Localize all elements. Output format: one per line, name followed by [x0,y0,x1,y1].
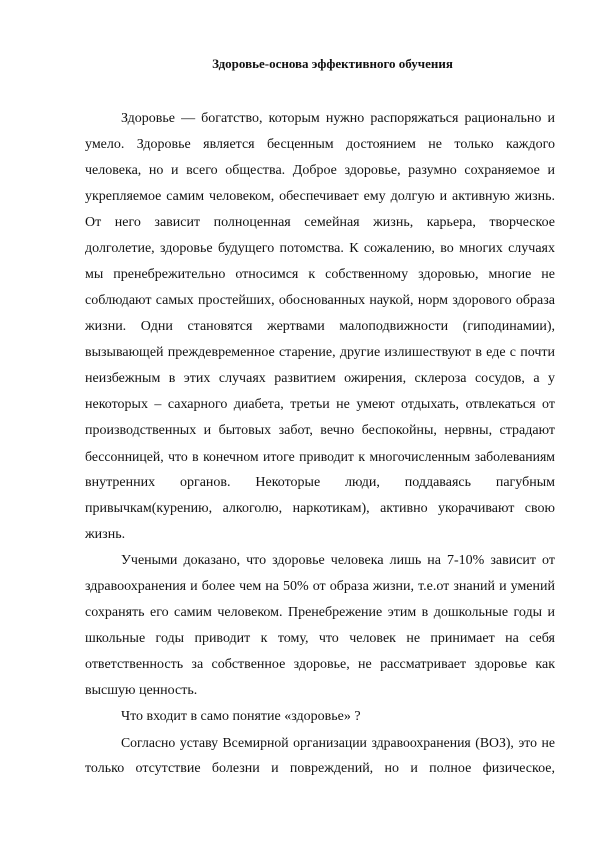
document-body [85,110,555,786]
text-line: неизбежным в этих случаях развитием ожирения, склероза сосудов, а у [85,371,555,386]
text-line: жизни. Одни становятся жертвами малоподвижности (гиподинамии), [85,319,555,334]
text-line: жизнь. [85,527,126,542]
text-line: привычкам(курению, алкоголю, наркотикам), активно укорачивают свою [85,501,555,516]
text-line: От него зависит полноценная семейная жизнь, карьера, творческое [85,215,555,230]
text-line: здравоохранения и более чем на 50% от образа жизни, т.е.от знаний и умений [85,579,555,594]
text-line: некоторых – сахарного диабета, третьи не умеют отдыхать, отвлекаться от [85,397,555,412]
text-line: человека, но и всего общества. Доброе здоровье, разумно сохраняемое и [85,163,555,178]
text-line: долголетие, здоровье будущего потомства. К сожалению, во многих случаях [85,241,555,256]
text-line: Что входит в само понятие «здоровье» ? [121,709,361,724]
text-line: высшую ценность. [85,683,198,698]
text-line: Учеными доказано, что здоровье человека лишь на 7-10% зависит от [121,553,555,568]
text-line: Здоровье — богатство, которым нужно распоряжаться рационально и [121,111,555,126]
text-line: ответственность за собственное здоровье, не рассматривает здоровье как [85,657,555,672]
text-line: соблюдают самых простейших, обоснованных наукой, норм здорового образа [85,293,555,308]
text-line: вызывающей преждевременное старение, другие излишествуют в еде с почти [85,345,555,360]
text-line: только отсутствие болезни и повреждений, но и полное физическое, [85,761,555,776]
text-line: Согласно уставу Всемирной организации здравоохранения (ВОЗ), это не [121,735,555,750]
document-title: Здоровье-основа эффективного обучения [212,56,453,71]
text-line: бессонницей, что в конечном итоге приводит к многочисленным заболеваниям [85,449,555,464]
text-line: внутренних органов. Некоторые люди, поддаваясь пагубным [85,475,555,490]
text-line: школьные годы приводит к тому, что человек не принимает на себя [85,631,555,646]
text-line: умело. Здоровье является бесценным достоянием не только каждого [85,137,555,152]
text-line: укрепляемое самим человеком, обеспечивает ему долгую и активную жизнь. [85,189,555,204]
text-line: производственных и бытовых забот, вечно беспокойны, нервны, страдают [85,423,555,438]
text-line: мы пренебрежительно относимся к собственному здоровью, многие не [85,267,555,282]
text-line: сохранять его самим человеком. Пренебрежение этим в дошкольные годы и [85,605,555,620]
